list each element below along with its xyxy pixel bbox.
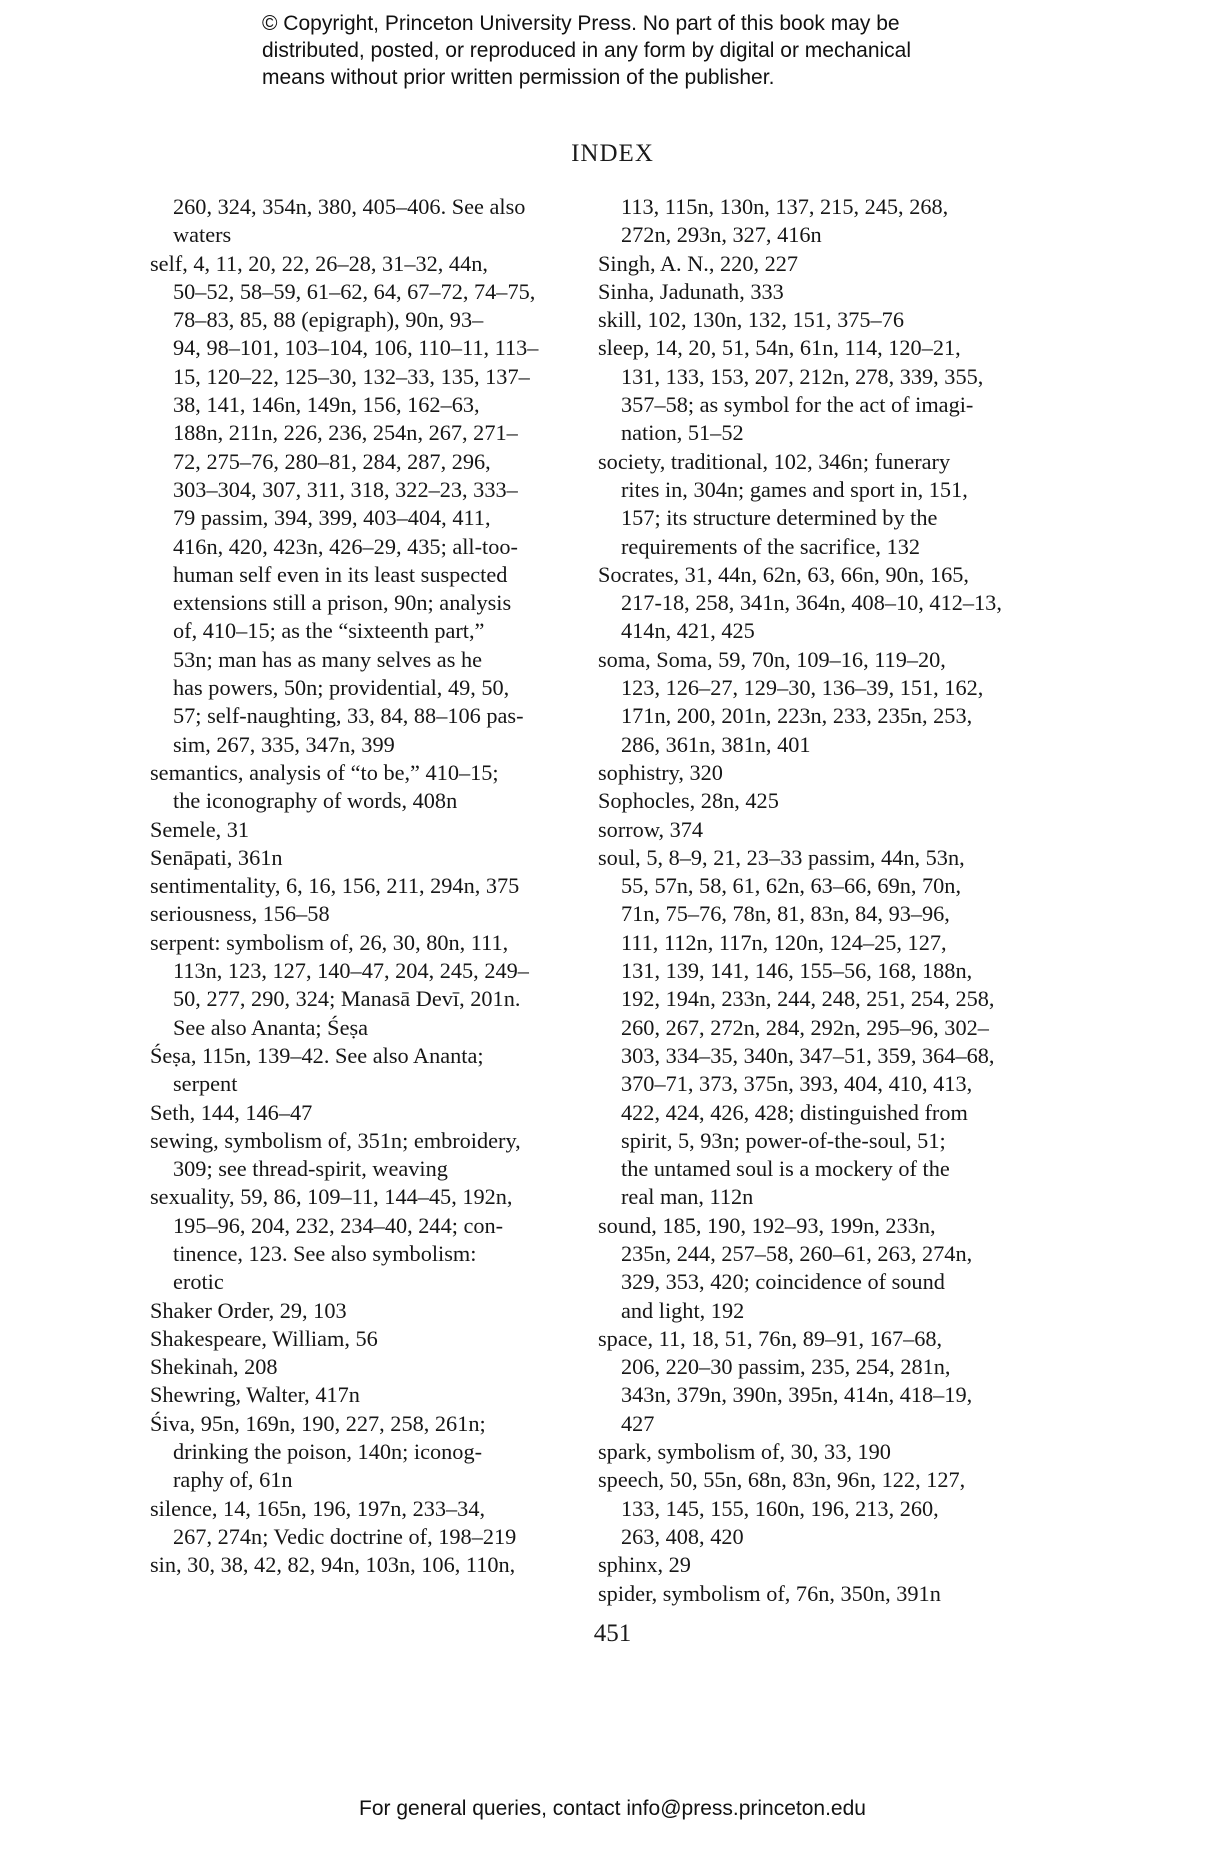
index-entry: Shaker Order, 29, 103 [150, 1297, 347, 1323]
index-entry: Singh, A. N., 220, 227 [598, 250, 799, 276]
index-entry: Śeṣa, 115n, 139–42. See also Ananta; [150, 1042, 484, 1068]
index-line-continued: of, 410–15; as the “sixteenth part,” [173, 618, 485, 644]
index-line-continued: 78–83, 85, 88 (epigraph), 90n, 93– [173, 307, 484, 333]
index-line-continued: 79 passim, 394, 399, 403–404, 411, [173, 505, 491, 531]
index-line-continued: 55, 57n, 58, 61, 62n, 63–66, 69n, 70n, [621, 873, 962, 899]
index-line-continued: 113n, 123, 127, 140–47, 204, 245, 249– [173, 958, 529, 984]
footer-contact: For general queries, contact info@press.princeton.edu [359, 1797, 866, 1820]
index-line-continued: tinence, 123. See also symbolism: [173, 1240, 477, 1266]
index-line-continued: See also Ananta; Śeṣa [173, 1014, 369, 1040]
index-line-continued: 427 [621, 1410, 655, 1436]
page-number: 451 [593, 1620, 632, 1647]
index-line-continued: 157; its structure determined by the [621, 505, 938, 531]
index-entry: sorrow, 374 [598, 816, 704, 842]
index-line-continued: 57; self-naughting, 33, 84, 88–106 pas- [173, 703, 524, 729]
index-line-continued: 267, 274n; Vedic doctrine of, 198–219 [173, 1523, 517, 1549]
index-entry: Semele, 31 [150, 816, 250, 842]
index-entry: Seth, 144, 146–47 [150, 1099, 313, 1125]
index-entry: silence, 14, 165n, 196, 197n, 233–34, [150, 1495, 486, 1521]
index-entry: soma, Soma, 59, 70n, 109–16, 119–20, [598, 646, 946, 672]
copyright-line: means without prior written permission of the publisher. [262, 66, 775, 89]
index-line-continued: 235n, 244, 257–58, 260–61, 263, 274n, [621, 1240, 973, 1266]
index-line-continued: raphy of, 61n [173, 1467, 293, 1493]
index-line-continued: 309; see thread-spirit, weaving [173, 1156, 448, 1182]
index-line-continued: 195–96, 204, 232, 234–40, 244; con- [173, 1212, 504, 1238]
index-line-continued: and light, 192 [621, 1297, 745, 1323]
index-column-left [150, 193, 570, 1580]
index-entry: sexuality, 59, 86, 109–11, 144–45, 192n, [150, 1184, 513, 1210]
index-line-continued: drinking the poison, 140n; iconog- [173, 1439, 483, 1465]
index-line-continued: 260, 324, 354n, 380, 405–406. See also [173, 194, 526, 219]
index-line-continued: 357–58; as symbol for the act of imagi- [621, 392, 974, 418]
index-line-continued: 50, 277, 290, 324; Manasā Devī, 201n. [173, 986, 521, 1012]
index-line-continued: real man, 112n [621, 1184, 754, 1210]
index-line-continued: 131, 133, 153, 207, 212n, 278, 339, 355, [621, 363, 984, 389]
index-entry: Sinha, Jadunath, 333 [598, 278, 784, 304]
index-line-continued: 15, 120–22, 125–30, 132–33, 135, 137– [173, 363, 530, 389]
index-entry: sophistry, 320 [598, 759, 723, 785]
index-line-continued: 53n; man has as many selves as he [173, 646, 482, 672]
index-column-right [598, 193, 1028, 1608]
index-line-continued: 171n, 200, 201n, 223n, 233, 235n, 253, [621, 703, 973, 729]
index-entry: speech, 50, 55n, 68n, 83n, 96n, 122, 127, [598, 1467, 966, 1493]
index-entry: spider, symbolism of, 76n, 350n, 391n [598, 1580, 941, 1606]
index-entry: Senāpati, 361n [150, 844, 283, 870]
index-line-continued: 38, 141, 146n, 149n, 156, 162–63, [173, 392, 480, 418]
index-line-continued: requirements of the sacrifice, 132 [621, 533, 921, 559]
page-title: INDEX [571, 140, 654, 167]
index-entry: spark, symbolism of, 30, 33, 190 [598, 1439, 891, 1465]
index-entry: self, 4, 11, 20, 22, 26–28, 31–32, 44n, [150, 250, 488, 276]
index-line-continued: human self even in its least suspected [173, 561, 508, 587]
index-line-continued: 71n, 75–76, 78n, 81, 83n, 84, 93–96, [621, 901, 950, 927]
index-entry: society, traditional, 102, 346n; funerary [598, 448, 951, 474]
index-line-continued: 113, 115n, 130n, 137, 215, 245, 268, [621, 194, 949, 219]
index-entry: soul, 5, 8–9, 21, 23–33 passim, 44n, 53n, [598, 844, 965, 870]
copyright-line: distributed, posted, or reproduced in any form by digital or mechanical [262, 39, 912, 62]
index-line-continued: the untamed soul is a mockery of the [621, 1156, 950, 1182]
index-line-continued: has powers, 50n; providential, 49, 50, [173, 675, 510, 701]
index-line-continued: 133, 145, 155, 160n, 196, 213, 260, [621, 1495, 939, 1521]
index-entry: Sophocles, 28n, 425 [598, 788, 779, 814]
index-entry: Śiva, 95n, 169n, 190, 227, 258, 261n; [150, 1410, 486, 1436]
index-line-continued: 286, 361n, 381n, 401 [621, 731, 811, 757]
copyright-notice [262, 10, 1022, 91]
index-entry: Shewring, Walter, 417n [150, 1382, 360, 1408]
index-line-continued: 272n, 293n, 327, 416n [621, 222, 822, 248]
index-line-continued: rites in, 304n; games and sport in, 151, [621, 476, 968, 502]
index-line-continued: 94, 98–101, 103–104, 106, 110–11, 113– [173, 335, 539, 361]
index-entry: Shekinah, 208 [150, 1354, 278, 1380]
index-line-continued: 206, 220–30 passim, 235, 254, 281n, [621, 1354, 951, 1380]
index-entry: sleep, 14, 20, 51, 54n, 61n, 114, 120–21, [598, 335, 961, 361]
index-line-continued: 50–52, 58–59, 61–62, 64, 67–72, 74–75, [173, 278, 536, 304]
index-line-continued: 260, 267, 272n, 284, 292n, 295–96, 302– [621, 1014, 989, 1040]
index-entry: sphinx, 29 [598, 1552, 691, 1578]
index-entry: serpent: symbolism of, 26, 30, 80n, 111, [150, 929, 509, 955]
index-line-continued: 414n, 421, 425 [621, 618, 755, 644]
index-line-continued: 217-18, 258, 341n, 364n, 408–10, 412–13, [621, 590, 1002, 616]
index-line-continued: 263, 408, 420 [621, 1523, 744, 1549]
index-line-continued: serpent [173, 1071, 238, 1097]
index-line-continued: 72, 275–76, 280–81, 284, 287, 296, [173, 448, 491, 474]
index-line-continued: sim, 267, 335, 347n, 399 [173, 731, 395, 757]
index-line-continued: 422, 424, 426, 428; distinguished from [621, 1099, 968, 1125]
index-line-continued: 192, 194n, 233n, 244, 248, 251, 254, 258, [621, 986, 995, 1012]
index-line-continued: 123, 126–27, 129–30, 136–39, 151, 162, [621, 675, 984, 701]
index-entry: sentimentality, 6, 16, 156, 211, 294n, 375 [150, 873, 520, 899]
index-entry: space, 11, 18, 51, 76n, 89–91, 167–68, [598, 1325, 943, 1351]
index-line-continued: 188n, 211n, 226, 236, 254n, 267, 271– [173, 420, 518, 446]
index-line-continued: 370–71, 373, 375n, 393, 404, 410, 413, [621, 1071, 973, 1097]
index-line-continued: 329, 353, 420; coincidence of sound [621, 1269, 945, 1295]
index-entry: sound, 185, 190, 192–93, 199n, 233n, [598, 1212, 936, 1238]
index-entry: semantics, analysis of “to be,” 410–15; [150, 759, 499, 785]
index-line-continued: waters [173, 222, 232, 248]
index-line-continued: 131, 139, 141, 146, 155–56, 168, 188n, [621, 958, 973, 984]
index-entry: sin, 30, 38, 42, 82, 94n, 103n, 106, 110n, [150, 1552, 516, 1578]
index-line-continued: 343n, 379n, 390n, 395n, 414n, 418–19, [621, 1382, 973, 1408]
index-entry: Socrates, 31, 44n, 62n, 63, 66n, 90n, 165, [598, 561, 969, 587]
index-line-continued: 111, 112n, 117n, 120n, 124–25, 127, [621, 929, 947, 955]
index-line-continued: the iconography of words, 408n [173, 788, 458, 814]
copyright-line: © Copyright, Princeton University Press. No part of this book may be [262, 12, 900, 35]
index-entry: skill, 102, 130n, 132, 151, 375–76 [598, 307, 904, 333]
index-line-continued: 416n, 420, 423n, 426–29, 435; all-too- [173, 533, 518, 559]
index-line-continued: nation, 51–52 [621, 420, 744, 446]
index-line-continued: erotic [173, 1269, 224, 1295]
index-entry: Shakespeare, William, 56 [150, 1325, 378, 1351]
index-line-continued: 303, 334–35, 340n, 347–51, 359, 364–68, [621, 1042, 995, 1068]
index-entry: sewing, symbolism of, 351n; embroidery, [150, 1127, 521, 1153]
index-entry: seriousness, 156–58 [150, 901, 330, 927]
index-line-continued: extensions still a prison, 90n; analysis [173, 590, 512, 616]
index-line-continued: 303–304, 307, 311, 318, 322–23, 333– [173, 476, 518, 502]
index-line-continued: spirit, 5, 93n; power-of-the-soul, 51; [621, 1127, 946, 1153]
